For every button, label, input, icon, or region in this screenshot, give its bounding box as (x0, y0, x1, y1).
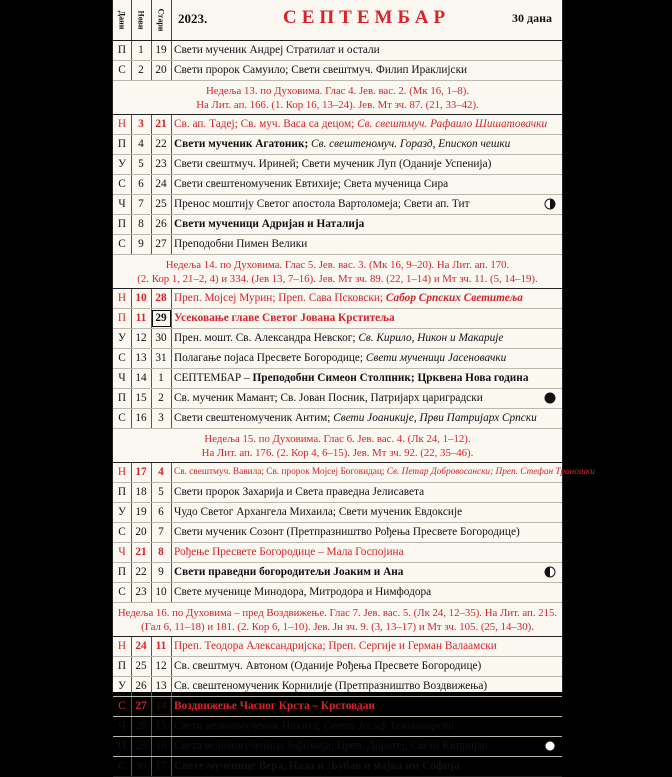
new-date: 21 (131, 543, 152, 562)
day-row (113, 637, 562, 657)
text-segment: Св. свештмуч. Автоном (Оданије Рођења Пресвете Богородице) (174, 660, 482, 672)
text-segment: Свети свештеномученик Антим; (174, 412, 334, 424)
new-date: 29 (131, 737, 152, 756)
text-segment: Св. ап. Тадеј; Св. муч. Васа са децом; (174, 118, 358, 130)
new-date: 19 (131, 503, 152, 522)
saint-text (174, 309, 558, 328)
text-segment: Св. свештмуч. Вавила; Св. пророк Мојсеј Боговидац; (174, 467, 387, 477)
new-date: 30 (131, 757, 152, 776)
calendar-header (113, 0, 562, 41)
weekday-letter: Н (113, 115, 132, 134)
sunday-reading-line: На Лит. ап. 166. (1. Кор 16, 13–24). Јев. Мт зч. 87. (21, 33–42). (196, 99, 479, 111)
weekday-letter: С (113, 523, 132, 542)
new-date: 15 (131, 389, 152, 408)
sunday-reading-line: Недеља 16. по Духовима – пред Воздвижење. Глас 7. Јев. вас. 5. (Лк 24, 12–35). На Лит. ап. 215. (117, 607, 558, 619)
day-row (113, 329, 562, 349)
text-segment: Свети мученик Созонт (Претпразништво Рођења Пресвете Богородице) (174, 526, 520, 538)
weekday-letter: П (113, 737, 132, 756)
saint-text (174, 409, 558, 428)
weekday-letter: С (113, 235, 132, 254)
new-date: 11 (131, 309, 152, 328)
saint-text (174, 215, 558, 234)
old-date: 27 (151, 235, 172, 254)
col-label-days: Дани (113, 0, 132, 40)
days-count: 30 дана (512, 11, 552, 25)
text-segment: Пренос моштију Светог апостола Вартоломеја; Свети ап. Тит (174, 198, 470, 210)
weekday-letter: Ч (113, 369, 132, 388)
new-date: 20 (131, 523, 152, 542)
weekday-letter: Ч (113, 717, 132, 736)
old-date: 20 (151, 61, 172, 80)
new-date: 22 (131, 563, 152, 582)
day-row (113, 309, 562, 329)
old-date: 22 (151, 135, 172, 154)
col-label-old: Стари (151, 0, 172, 40)
text-segment: Свети Јосиф Темишварски (323, 720, 454, 732)
new-date: 23 (131, 583, 152, 602)
new-date: 18 (131, 483, 152, 502)
weekday-letter: Н (113, 637, 132, 656)
new-date: 8 (131, 215, 152, 234)
text-segment: Сабор Српских Светитеља (385, 292, 523, 304)
old-date: 6 (151, 503, 172, 522)
weekday-letter: П (113, 389, 132, 408)
saint-text (174, 563, 540, 582)
moon-phase-icon (544, 392, 556, 404)
calendar-page (112, 0, 595, 772)
text-segment: Полагање појаса Пресвете Богородице; (174, 352, 366, 364)
old-date: 7 (151, 523, 172, 542)
day-row (113, 483, 562, 503)
weekday-letter: С (113, 175, 132, 194)
weekday-letter: П (113, 563, 132, 582)
moon-phase-icon (544, 566, 556, 578)
saint-text (174, 115, 558, 134)
saint-text (174, 717, 558, 736)
weekday-letter: П (113, 657, 132, 676)
text-segment: Чудо Светог Архангела Михаила; Свети мученик Евдоксије (174, 506, 463, 518)
weekday-letter: У (113, 155, 132, 174)
text-segment: Прен. мошт. Св. Александра Невског; (174, 332, 359, 344)
new-date: 13 (131, 349, 152, 368)
text-segment: Св. Кирило, Никон и Макарије (358, 332, 504, 344)
new-date: 6 (131, 175, 152, 194)
text-segment: Преп. Теодора Александријска; Преп. Сергије и Герман Валаамски (174, 640, 497, 652)
day-row (113, 369, 562, 389)
saint-text (174, 677, 558, 696)
weekday-letter: У (113, 329, 132, 348)
old-date: 15 (151, 717, 172, 736)
saint-text (174, 195, 540, 214)
text-segment: Преподобни Симеон Столпник; Црквена Нова година (252, 372, 529, 384)
old-date: 24 (151, 175, 172, 194)
new-date: 3 (131, 115, 152, 134)
old-date: 25 (151, 195, 172, 214)
text-segment: Свете мученице Вера, Нада и Љубав и мајка им Софија (174, 760, 460, 772)
saint-text (174, 657, 558, 676)
old-date: 8 (151, 543, 172, 562)
text-segment: Свети Јоаникије, Први Патријарх Српски (333, 412, 537, 424)
day-row (113, 657, 562, 677)
text-segment: Свети мученици Адријан и Наталија (174, 218, 365, 230)
weekday-letter: С (113, 61, 132, 80)
weekday-letter: Ч (113, 195, 132, 214)
new-date: 25 (131, 657, 152, 676)
text-segment: Воздвижење Часног Крста – Крстовдан (174, 700, 375, 712)
text-segment: Свети великомученик Никита; (174, 720, 324, 732)
saint-text (174, 523, 558, 542)
day-row (113, 697, 562, 717)
month-title: СЕПТЕМБАР (283, 7, 451, 28)
saint-text (174, 175, 558, 194)
saint-text (174, 135, 558, 154)
text-segment: Св. Петар Добровосански; Преп. Стефан Троношки (386, 467, 595, 477)
old-date: 5 (151, 483, 172, 502)
saint-text (174, 543, 558, 562)
weekday-letter: П (113, 135, 132, 154)
text-segment: Свети свештеномученик Евтихије; Света мученица Сира (174, 178, 449, 190)
new-date: 5 (131, 155, 152, 174)
new-date: 24 (131, 637, 152, 656)
weekday-letter: С (113, 349, 132, 368)
old-date: 17 (151, 757, 172, 776)
old-date: 12 (151, 657, 172, 676)
old-date: 30 (151, 329, 172, 348)
old-date: 2 (151, 389, 172, 408)
old-date: 4 (151, 463, 172, 482)
day-row (113, 737, 562, 757)
saint-text (174, 349, 558, 368)
moon-phase-icon (544, 198, 556, 210)
saint-text (174, 503, 558, 522)
sunday-reading-line: (2. Кор 1, 21–2, 4) и 334. (Јев 13, 7–16). Јев. Мт зч. 89. (22, 1–14) и Мт зч. 11. (5, 14–19). (137, 273, 538, 285)
weekday-letter: С (113, 409, 132, 428)
new-date: 27 (131, 697, 152, 716)
weekday-letter: Н (113, 289, 132, 308)
col-label-new: Нови (131, 0, 152, 40)
day-row (113, 61, 562, 81)
day-row (113, 349, 562, 369)
text-segment: Свети пророк Захарија и Света праведна Јелисавета (174, 486, 425, 498)
new-date: 1 (131, 41, 152, 60)
saint-text (174, 463, 595, 482)
text-segment: Свети свештмуч. Ириней; Свети мученик Луп (Оданије Успенија) (174, 158, 492, 170)
sunday-readings (113, 429, 562, 463)
new-date: 17 (131, 463, 152, 482)
day-row (113, 677, 562, 697)
saint-text (174, 697, 558, 716)
old-date: 14 (151, 697, 172, 716)
saint-text (174, 235, 558, 254)
weekday-letter: С (113, 583, 132, 602)
sunday-readings (113, 81, 562, 115)
weekday-letter: Н (113, 463, 132, 482)
saint-text (174, 61, 558, 80)
day-row (113, 463, 595, 483)
new-date: 9 (131, 235, 152, 254)
old-date: 26 (151, 215, 172, 234)
text-segment: Св. свештеномуч. Горазд, Епископ чешки (311, 138, 511, 150)
text-segment: Свети мученици Јасеновачки (365, 352, 507, 364)
text-segment: Рођење Пресвете Богородице – Мала Госпојина (174, 546, 404, 558)
old-date: 19 (151, 41, 172, 60)
sunday-readings (113, 603, 562, 637)
old-date: 9 (151, 563, 172, 582)
day-row (113, 389, 562, 409)
day-row (113, 41, 562, 61)
text-segment: СЕПТЕМБАР – (174, 372, 253, 384)
text-segment: Св. мученик Мамант; Св. Јован Посник, Патријарх цариградски (174, 392, 483, 404)
sunday-reading-line: На Лит. ап. 176. (2. Кор 4, 6–15). Јев. Мт зч. 92. (22, 35–46). (201, 447, 474, 459)
old-date: 23 (151, 155, 172, 174)
old-date: 31 (151, 349, 172, 368)
text-segment: Усековање главе Светог Јована Крститеља (174, 312, 395, 324)
old-date: 10 (151, 583, 172, 602)
calendar-body (113, 41, 595, 777)
saint-text (174, 637, 558, 656)
saint-text (174, 41, 558, 60)
new-date: 16 (131, 409, 152, 428)
day-row (113, 583, 562, 603)
day-row (113, 115, 562, 135)
saint-text (174, 737, 540, 756)
old-date: 21 (151, 115, 172, 134)
day-row (113, 409, 562, 429)
weekday-letter: У (113, 503, 132, 522)
day-row (113, 289, 562, 309)
weekday-letter: П (113, 309, 132, 328)
text-segment: Св. свештеномученик Корнилије (Претпразништво Воздвижења) (174, 680, 488, 692)
old-date: 16 (151, 737, 172, 756)
text-segment: Свети мученик Агатоник; (174, 138, 312, 150)
old-date: 13 (151, 677, 172, 696)
saint-text (174, 155, 558, 174)
sunday-reading-line: (Гал 6, 11–18) и 181. (2. Кор 6, 1–10). Јев. Јн зч. 9. (3, 13–17) и Мт зч. 105. (25, 14–30). (141, 621, 534, 633)
sunday-reading-line: Недеља 13. по Духовима. Глас 4. Јев. вас. 2. (Мк 16, 1–8). (205, 85, 470, 97)
weekday-letter: П (113, 483, 132, 502)
moon-phase-icon (544, 740, 556, 752)
old-date: 11 (151, 637, 172, 656)
sunday-reading-line: Недеља 15. по Духовима. Глас 6. Јев. вас. 4. (Лк 24, 1–12). (204, 433, 471, 445)
day-row (113, 195, 562, 215)
old-date: 3 (151, 409, 172, 428)
text-segment: Света великомученица Јефимија; Преп. Доротеј; Свети Кипријан (174, 740, 488, 752)
sunday-reading-line: Недеља 14. по Духовима. Глас 5. Јев. вас. 3. (Мк 16, 9–20). На Лит. ап. 170. (165, 259, 510, 271)
day-row (113, 503, 562, 523)
text-segment: Свети праведни богородитељи Јоаким и Ана (174, 566, 404, 578)
weekday-letter: С (113, 697, 132, 716)
saint-text (174, 757, 558, 776)
day-row (113, 757, 562, 777)
text-segment: Св. свештмуч. Рафаило Шишатовачки (357, 118, 548, 130)
new-date: 10 (131, 289, 152, 308)
day-row (113, 523, 562, 543)
old-date: 1 (151, 369, 172, 388)
day-row (113, 235, 562, 255)
saint-text (174, 389, 540, 408)
day-row (113, 135, 562, 155)
saint-text (174, 583, 558, 602)
day-row (113, 215, 562, 235)
weekday-letter: Ч (113, 543, 132, 562)
day-row (113, 717, 562, 737)
day-row (113, 563, 562, 583)
year: 2023. (178, 11, 208, 26)
new-date: 12 (131, 329, 152, 348)
text-segment: Свете мученице Минодора, Митродора и Нимфодора (174, 586, 432, 598)
old-date: 29 (151, 309, 172, 328)
day-row (113, 155, 562, 175)
text-segment: Преподобни Пимен Велики (174, 238, 308, 250)
saint-text (174, 369, 558, 388)
new-date: 14 (131, 369, 152, 388)
saint-text (174, 289, 558, 308)
weekday-letter: У (113, 677, 132, 696)
new-date: 26 (131, 677, 152, 696)
text-segment: Преп. Мојсеј Мурин; Преп. Сава Псковски; (174, 292, 386, 304)
day-row (113, 175, 562, 195)
new-date: 7 (131, 195, 152, 214)
new-date: 28 (131, 717, 152, 736)
saint-text (174, 329, 558, 348)
saint-text (174, 483, 558, 502)
new-date: 2 (131, 61, 152, 80)
weekday-letter: С (113, 757, 132, 776)
day-row (113, 543, 562, 563)
weekday-letter: П (113, 215, 132, 234)
old-date: 28 (151, 289, 172, 308)
weekday-letter: П (113, 41, 132, 60)
text-segment: Свети пророк Самуило; Свети свештмуч. Филип Ираклијски (174, 64, 468, 76)
sunday-readings (113, 255, 562, 289)
text-segment: Свети мученик Андреј Стратилат и остали (174, 44, 380, 56)
new-date: 4 (131, 135, 152, 154)
